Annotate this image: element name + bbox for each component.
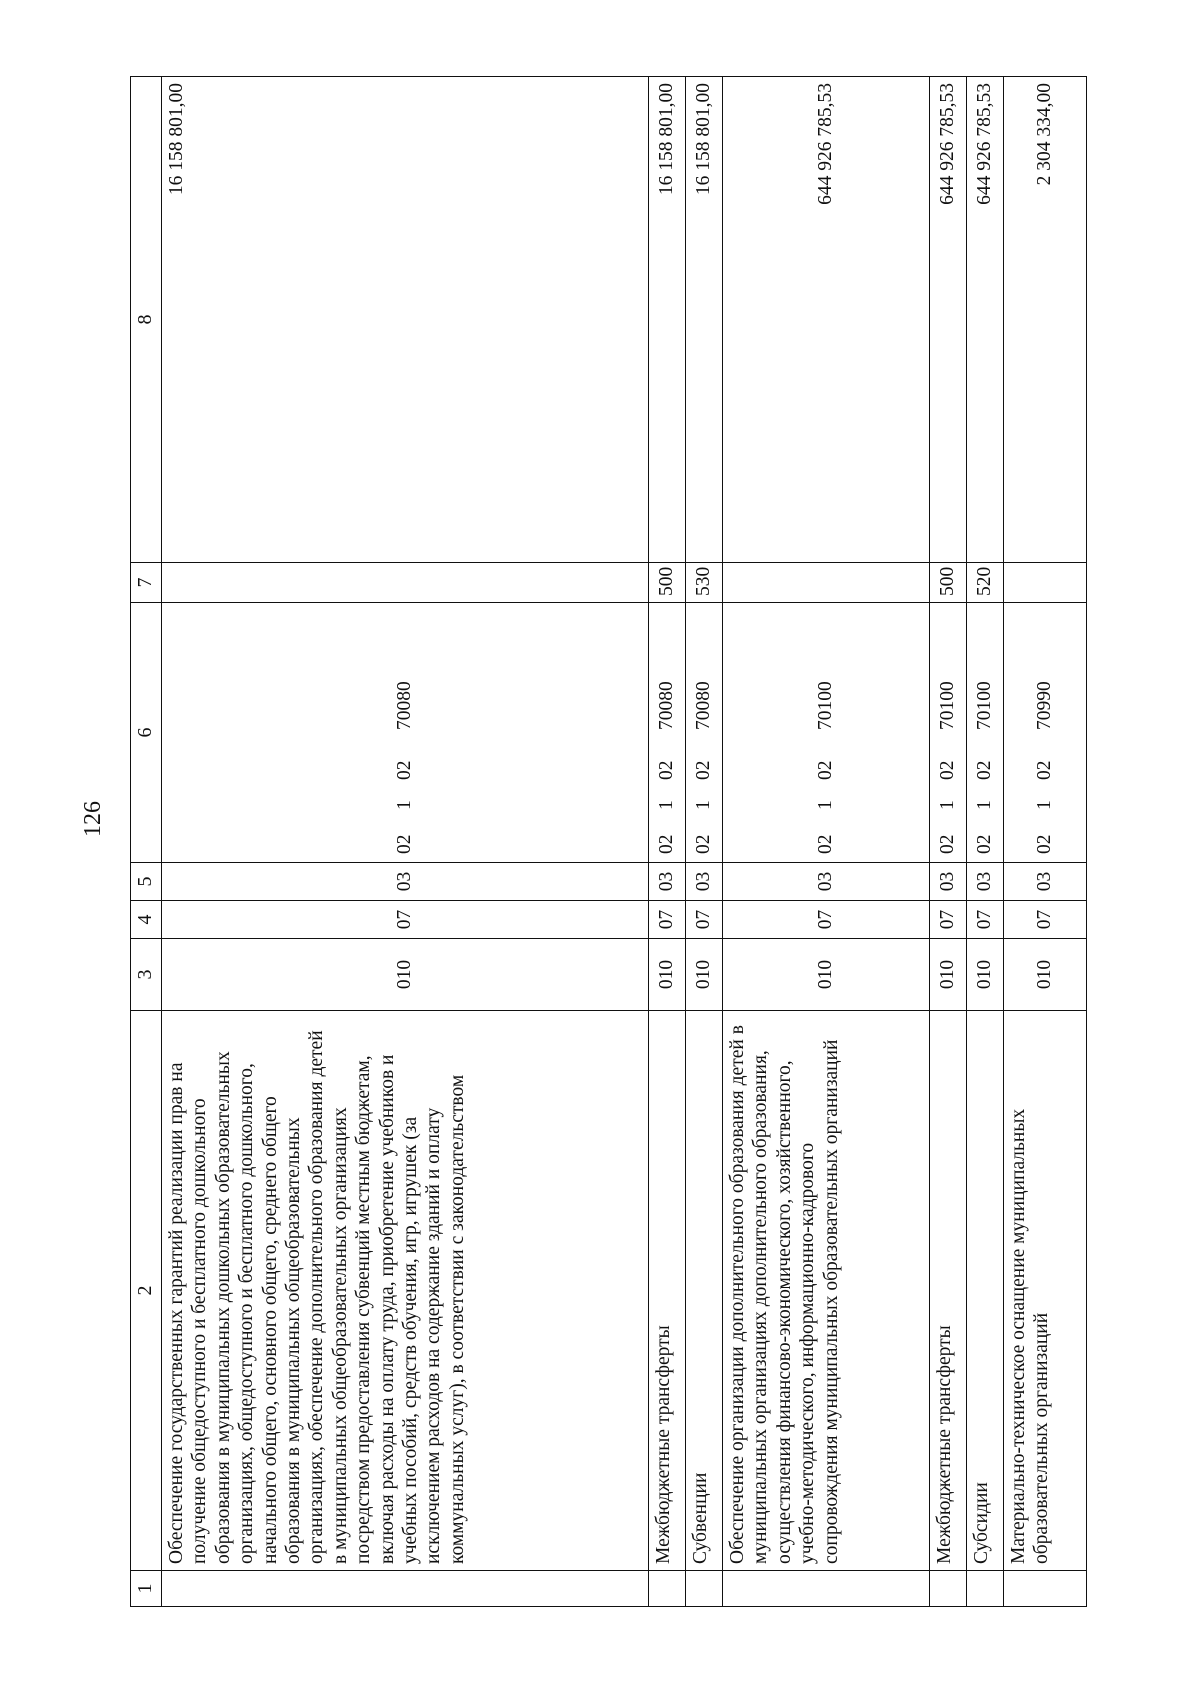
cell-col7: 530 — [686, 563, 723, 603]
code-part: 02 — [394, 834, 416, 854]
cell-col4: 07 — [723, 901, 930, 939]
cell-amount: 16 158 801,00 — [686, 77, 723, 563]
code-part: 02 — [974, 834, 996, 854]
code-part: 70990 — [1034, 681, 1056, 730]
column-header: 4 — [131, 901, 162, 939]
cell-col5: 03 — [967, 863, 1004, 901]
cell-col3: 010 — [967, 939, 1004, 1011]
code-part: 02 — [656, 834, 678, 854]
cell-col3: 010 — [930, 939, 967, 1011]
cell-target-code — [723, 603, 930, 863]
column-header: 5 — [131, 863, 162, 901]
column-number-row — [131, 77, 162, 1607]
cell-description: Обеспечение государственных гарантий реализации прав на получение общедоступного и бесплатного дошкольного образования в муниципальных дошкольных образовательных организациях, общедоступного и бесплатного дошкольного, начального общего, основного общего, среднего общего образования в муниципальных общеобразовательных организациях, обеспечение дополнительного образования детей в муниципальных общеобразовательных организациях посредством предоставления субвенций местным бюджетам, включая расходы на оплату труда, приобретение учебников и учебных пособий, средств обучения, игр, игрушек (за исключением расходов на содержание зданий и оплату коммунальных услуг), в соответствии с законодательством — [162, 1011, 649, 1571]
code-part: 1 — [937, 800, 959, 810]
code-part: 02 — [974, 760, 996, 780]
code-part: 1 — [974, 800, 996, 810]
cell-col1 — [649, 1571, 686, 1607]
cell-amount: 644 926 785,53 — [930, 77, 967, 563]
cell-col4: 07 — [649, 901, 686, 939]
cell-col4: 07 — [967, 901, 1004, 939]
cell-description: Субвенции — [686, 1011, 723, 1571]
cell-col3: 010 — [1004, 939, 1087, 1011]
column-header: 8 — [131, 77, 162, 563]
cell-col5: 03 — [723, 863, 930, 901]
cell-col5: 03 — [686, 863, 723, 901]
cell-col7 — [162, 563, 649, 603]
code-part: 1 — [656, 800, 678, 810]
cell-col7 — [1004, 563, 1087, 603]
code-part: 70100 — [974, 681, 996, 730]
code-part: 70080 — [656, 681, 678, 730]
cell-target-code — [1004, 603, 1087, 863]
code-part: 02 — [1034, 834, 1056, 854]
cell-amount: 644 926 785,53 — [967, 77, 1004, 563]
table-row — [686, 77, 723, 1607]
cell-col3: 010 — [686, 939, 723, 1011]
cell-col7 — [723, 563, 930, 603]
cell-target-code — [930, 603, 967, 863]
cell-target-code — [686, 603, 723, 863]
cell-col5: 03 — [162, 863, 649, 901]
page-number: 126 — [80, 801, 106, 837]
cell-col3: 010 — [723, 939, 930, 1011]
code-part: 70080 — [394, 681, 416, 730]
cell-amount: 16 158 801,00 — [162, 77, 649, 563]
cell-col4: 07 — [162, 901, 649, 939]
code-part: 70100 — [815, 681, 837, 730]
column-header: 3 — [131, 939, 162, 1011]
table-row — [1004, 77, 1087, 1607]
table-row — [930, 77, 967, 1607]
cell-col7: 500 — [930, 563, 967, 603]
table-row — [649, 77, 686, 1607]
code-part: 02 — [937, 834, 959, 854]
cell-col4: 07 — [686, 901, 723, 939]
code-part: 1 — [815, 800, 837, 810]
cell-col1 — [1004, 1571, 1087, 1607]
rotated-content — [80, 32, 1105, 1607]
cell-description: Межбюджетные трансферты — [930, 1011, 967, 1571]
cell-amount: 644 926 785,53 — [723, 77, 930, 563]
cell-col1 — [930, 1571, 967, 1607]
cell-target-code — [162, 603, 649, 863]
cell-description: Обеспечение организации дополнительного образования детей в муниципальных организациях дополнительного образования, осуществления финансово-экономического, хозяйственного, учебно-методического, информационно-кадрового сопровождения муниципальных образовательных организаций — [723, 1011, 930, 1571]
cell-col4: 07 — [1004, 901, 1087, 939]
code-part: 70080 — [693, 681, 715, 730]
column-header: 6 — [131, 603, 162, 863]
code-part: 70100 — [937, 681, 959, 730]
cell-col5: 03 — [930, 863, 967, 901]
code-part: 1 — [693, 800, 715, 810]
cell-target-code — [649, 603, 686, 863]
code-part: 1 — [1034, 800, 1056, 810]
cell-col1 — [967, 1571, 1004, 1607]
cell-col4: 07 — [930, 901, 967, 939]
code-part: 02 — [937, 760, 959, 780]
cell-col1 — [162, 1571, 649, 1607]
table-row — [162, 77, 649, 1607]
code-part: 02 — [693, 834, 715, 854]
cell-description: Межбюджетные трансферты — [649, 1011, 686, 1571]
cell-col1 — [723, 1571, 930, 1607]
cell-col1 — [686, 1571, 723, 1607]
code-part: 02 — [1034, 760, 1056, 780]
code-part: 02 — [693, 760, 715, 780]
code-part: 02 — [815, 834, 837, 854]
column-header: 1 — [131, 1571, 162, 1607]
cell-col7: 520 — [967, 563, 1004, 603]
cell-col3: 010 — [649, 939, 686, 1011]
code-part: 02 — [656, 760, 678, 780]
code-part: 02 — [394, 760, 416, 780]
cell-col5: 03 — [1004, 863, 1087, 901]
cell-col3: 010 — [162, 939, 649, 1011]
table-row — [967, 77, 1004, 1607]
code-part: 02 — [815, 760, 837, 780]
cell-description: Материально-техническое оснащение муниципальных образовательных организаций — [1004, 1011, 1087, 1571]
column-header: 2 — [131, 1011, 162, 1571]
cell-amount: 2 304 334,00 — [1004, 77, 1087, 563]
cell-description: Субсидии — [967, 1011, 1004, 1571]
column-header: 7 — [131, 563, 162, 603]
cell-amount: 16 158 801,00 — [649, 77, 686, 563]
table-row — [723, 77, 930, 1607]
cell-col7: 500 — [649, 563, 686, 603]
code-part: 1 — [394, 800, 416, 810]
cell-col5: 03 — [649, 863, 686, 901]
cell-target-code — [967, 603, 1004, 863]
budget-table — [130, 76, 1087, 1607]
